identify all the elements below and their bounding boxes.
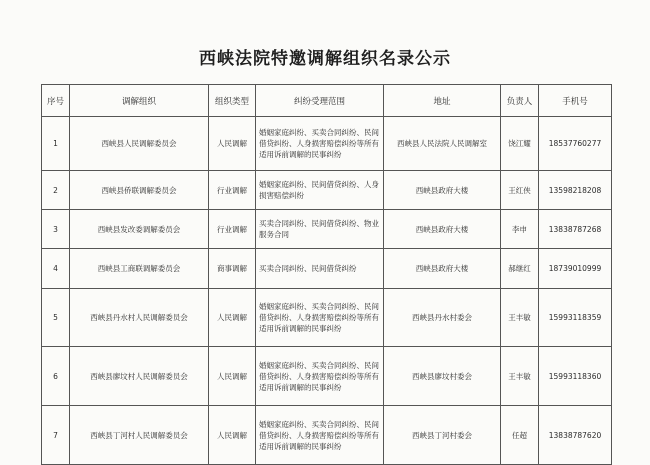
document-title: 西峡法院特邀调解组织名录公示 xyxy=(199,49,451,69)
header-address: 地址 xyxy=(384,85,501,117)
header-org: 调解组织 xyxy=(70,85,209,117)
header-index: 序号 xyxy=(42,85,70,117)
cell-index: 1 xyxy=(42,117,70,171)
cell-person: 任超 xyxy=(501,406,539,465)
table-row xyxy=(42,171,612,210)
cell-person: 郝继红 xyxy=(501,249,539,289)
table-row xyxy=(42,210,612,249)
cell-person: 王红侠 xyxy=(501,171,539,210)
cell-index: 5 xyxy=(42,289,70,347)
cell-org: 西峡县发改委调解委员会 xyxy=(70,210,209,249)
cell-org: 西峡县侨联调解委员会 xyxy=(70,171,209,210)
cell-phone: 18537760277 xyxy=(539,117,612,171)
header-phone: 手机号 xyxy=(539,85,612,117)
cell-org: 西峡县廖坟村人民调解委员会 xyxy=(70,347,209,406)
cell-org: 西峡县人民调解委员会 xyxy=(70,117,209,171)
header-person: 负责人 xyxy=(501,85,539,117)
cell-index: 4 xyxy=(42,249,70,289)
cell-scope: 买卖合同纠纷、民间借贷纠纷 xyxy=(256,249,384,289)
cell-scope: 婚姻家庭纠纷、买卖合同纠纷、民间借贷纠纷、人身损害赔偿纠纷等所有适用诉前调解的民事纠纷 xyxy=(256,406,384,465)
cell-phone: 18739010999 xyxy=(539,249,612,289)
cell-type: 行业调解 xyxy=(209,210,256,249)
cell-phone: 13838787268 xyxy=(539,210,612,249)
cell-index: 3 xyxy=(42,210,70,249)
table-row xyxy=(42,117,612,171)
cell-address: 西峡县人民法院人民调解室 xyxy=(384,117,501,171)
cell-address: 西峡县政府大楼 xyxy=(384,249,501,289)
cell-type: 人民调解 xyxy=(209,347,256,406)
cell-scope: 婚姻家庭纠纷、买卖合同纠纷、民间借贷纠纷、人身损害赔偿纠纷等所有适用诉前调解的民事纠纷 xyxy=(256,347,384,406)
cell-type: 人民调解 xyxy=(209,117,256,171)
cell-address: 西峡县政府大楼 xyxy=(384,171,501,210)
cell-index: 6 xyxy=(42,347,70,406)
cell-phone: 13598218208 xyxy=(539,171,612,210)
cell-scope: 婚姻家庭纠纷、民间借贷纠纷、人身损害赔偿纠纷 xyxy=(256,171,384,210)
cell-person: 李申 xyxy=(501,210,539,249)
cell-address: 西峡县廖坟村委会 xyxy=(384,347,501,406)
cell-person: 王丰敏 xyxy=(501,289,539,347)
cell-scope: 买卖合同纠纷、民间借贷纠纷、物业服务合同 xyxy=(256,210,384,249)
cell-type: 商事调解 xyxy=(209,249,256,289)
cell-phone: 15993118359 xyxy=(539,289,612,347)
cell-address: 西峡县丹水村委会 xyxy=(384,289,501,347)
cell-phone: 13838787620 xyxy=(539,406,612,465)
cell-index: 7 xyxy=(42,406,70,465)
cell-scope: 婚姻家庭纠纷、买卖合同纠纷、民间借贷纠纷、人身损害赔偿纠纷等所有适用诉前调解的民事纠纷 xyxy=(256,117,384,171)
cell-scope: 婚姻家庭纠纷、买卖合同纠纷、民间借贷纠纷、人身损害赔偿纠纷等所有适用诉前调解的民事纠纷 xyxy=(256,289,384,347)
cell-type: 人民调解 xyxy=(209,289,256,347)
table-row xyxy=(42,249,612,289)
cell-org: 西峡县丁河村人民调解委员会 xyxy=(70,406,209,465)
table-row xyxy=(42,347,612,406)
table-row xyxy=(42,289,612,347)
cell-org: 西峡县丹水村人民调解委员会 xyxy=(70,289,209,347)
cell-address: 西峡县政府大楼 xyxy=(384,210,501,249)
mediation-org-table xyxy=(41,84,612,465)
table-header-row xyxy=(42,85,612,117)
cell-person: 饶江耀 xyxy=(501,117,539,171)
header-scope: 纠纷受理范围 xyxy=(256,85,384,117)
cell-org: 西峡县工商联调解委员会 xyxy=(70,249,209,289)
cell-address: 西峡县丁河村委会 xyxy=(384,406,501,465)
cell-type: 人民调解 xyxy=(209,406,256,465)
cell-index: 2 xyxy=(42,171,70,210)
cell-type: 行业调解 xyxy=(209,171,256,210)
cell-phone: 15993118360 xyxy=(539,347,612,406)
cell-person: 王丰敏 xyxy=(501,347,539,406)
header-type: 组织类型 xyxy=(209,85,256,117)
table-row xyxy=(42,406,612,465)
